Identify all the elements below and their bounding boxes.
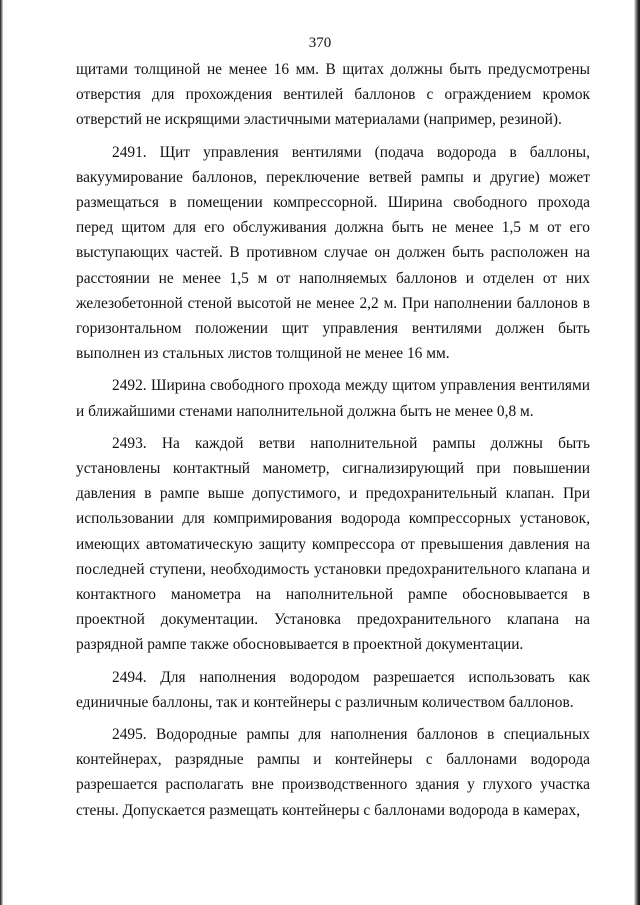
paragraph-2491: 2491. Щит управления вентилями (подача водорода в баллоны, вакуумирование баллонов, переключение ветвей рампы и другие) может размещаться в помещении компрессорной. Ширина свободного прохода перед щитом для его обслуживания должна быть не менее 1,5 м от его выступающих частей. В противном случае он должен быть расположен на расстоянии не менее 1,5 м от наполняемых баллонов и отделен от них железобетонной стеной высотой не менее 2,2 м. При наполнении баллонов в горизонтальном положении щит управления вентилями должен быть выполнен из стальных листов толщиной не менее 16 мм. xyxy=(76,143,590,363)
paragraph-continuation: щитами толщиной не менее 16 мм. В щитах должны быть предусмотрены отверстия для прохождения вентилей баллонов с ограждением кромок отверстий не искрящими эластичными материалами (например, резиной). xyxy=(76,61,590,129)
scan-edge-left xyxy=(0,0,3,905)
page-number: 370 xyxy=(308,35,332,51)
scan-edge-right xyxy=(634,0,640,905)
paragraph-2495: 2495. Водородные рампы для наполнения баллонов в специальных контейнерах, разрядные рампы и контейнеры с баллонами водорода разрешается располагать вне производственного здания у глухого участка стены. Допускается размещать контейнеры с баллонами водорода в камерах, xyxy=(76,726,590,819)
paragraph-2493: 2493. На каждой ветви наполнительной рампы должны быть установлены контактный манометр, сигнализирующий при повышении давления в рампе выше допустимого, и предохранительный клапан. При использовании для компримирования водорода компрессорных установок, имеющих автоматическую защиту компрессора от превышения давления на последней ступени, необходимость установки предохранительного клапана и контактного манометра на наполнительной рампе обосновывается в проектной документации. Установка предохранительного клапана на разрядной рампе также обосновывается в проектной документации. xyxy=(76,434,590,654)
paragraph-2492: 2492. Ширина свободного прохода между щитом управления вентилями и ближайшими стенами наполнительной должна быть не менее 0,8 м. xyxy=(76,377,590,420)
body-text xyxy=(76,57,590,823)
paragraph-2494: 2494. Для наполнения водородом разрешается использовать как единичные баллоны, так и контейнеры с различным количеством баллонов. xyxy=(76,668,590,711)
